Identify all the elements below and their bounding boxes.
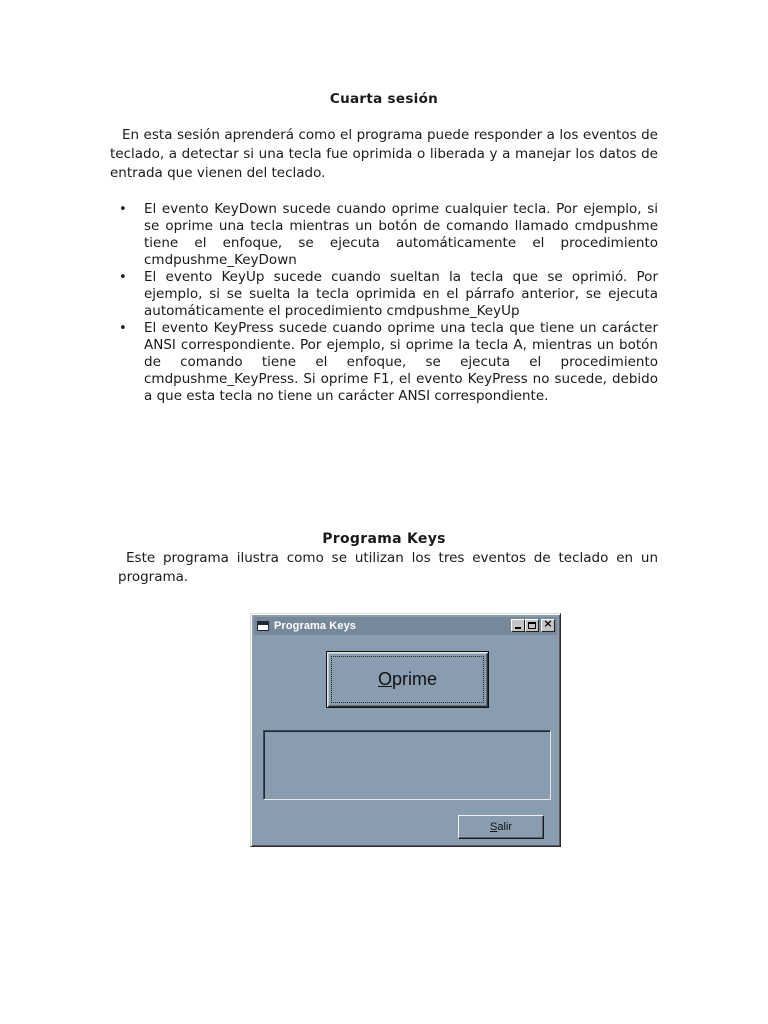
program-keys-window: [250, 613, 561, 847]
salir-button[interactable]: [458, 815, 544, 839]
oprime-accelerator: O: [377, 669, 392, 689]
list-item-keyup: [118, 269, 658, 320]
bullet-icon: •: [119, 202, 127, 217]
maximize-icon: [528, 622, 536, 629]
minimize-button[interactable]: [511, 619, 525, 632]
oprime-label: [378, 669, 437, 690]
salir-label-rest: alir: [497, 821, 512, 833]
program-intro-text: Este programa ilustra como se utilizan los tres eventos de teclado en un programa.: [118, 550, 658, 585]
oprime-label-rest: prime: [392, 669, 438, 689]
minimize-icon: [515, 627, 521, 629]
maximize-button[interactable]: [525, 619, 539, 632]
window-titlebar[interactable]: [254, 617, 557, 635]
intro-paragraph: [110, 126, 658, 183]
list-item-keypress: [118, 320, 658, 405]
close-button[interactable]: [541, 619, 555, 632]
window-title: Programa Keys: [274, 620, 357, 632]
list-item-text: El evento KeyPress sucede cuando oprime una tecla que tiene un carácter ANSI correspondiente. Por ejemplo, si oprime la tecla A, mientras un botón de comando tiene el enfoque, se ejecuta el procedimiento cmdpushme_KeyPress. Si oprime F1, el evento KeyPress no sucede, debido a que esta tecla no tiene un carácter ANSI correspondiente.: [144, 320, 658, 404]
list-item-text: El evento KeyUp sucede cuando sueltan la tecla que se oprimió. Por ejemplo, si se suelta la tecla oprimida en el párrafo anterior, se ejecuta automáticamente el procedimiento cmdpushme_KeyUp: [144, 269, 658, 319]
window-controls: [511, 619, 555, 632]
bullet-icon: •: [119, 270, 127, 285]
section-title-cuarta-sesion: Cuarta sesión: [329, 91, 439, 107]
salir-label: [490, 821, 512, 833]
list-item-text: El evento KeyDown sucede cuando oprime cualquier tecla. Por ejemplo, si se oprime una tecla mientras un botón de comando llamado cmdpushme tiene el enfoque, se ejecuta automáticamente el procedimiento cmdpushme_KeyDown: [144, 201, 658, 268]
list-item-keydown: [118, 201, 658, 269]
program-intro-paragraph: [118, 549, 658, 587]
bullet-icon: •: [119, 321, 127, 336]
close-icon: ×: [543, 617, 553, 630]
intro-text: En esta sesión aprenderá como el programa puede responder a los eventos de teclado, a detectar si una tecla fue oprimida o liberada y a manejar los datos de entrada que vienen del teclado.: [110, 127, 658, 181]
oprime-button[interactable]: [326, 651, 489, 708]
salir-accelerator: S: [489, 821, 498, 833]
key-output-textbox[interactable]: [263, 730, 551, 800]
section-title-programa-keys: Programa Keys: [322, 531, 446, 547]
event-list: [118, 201, 658, 405]
form-icon[interactable]: [257, 621, 269, 631]
